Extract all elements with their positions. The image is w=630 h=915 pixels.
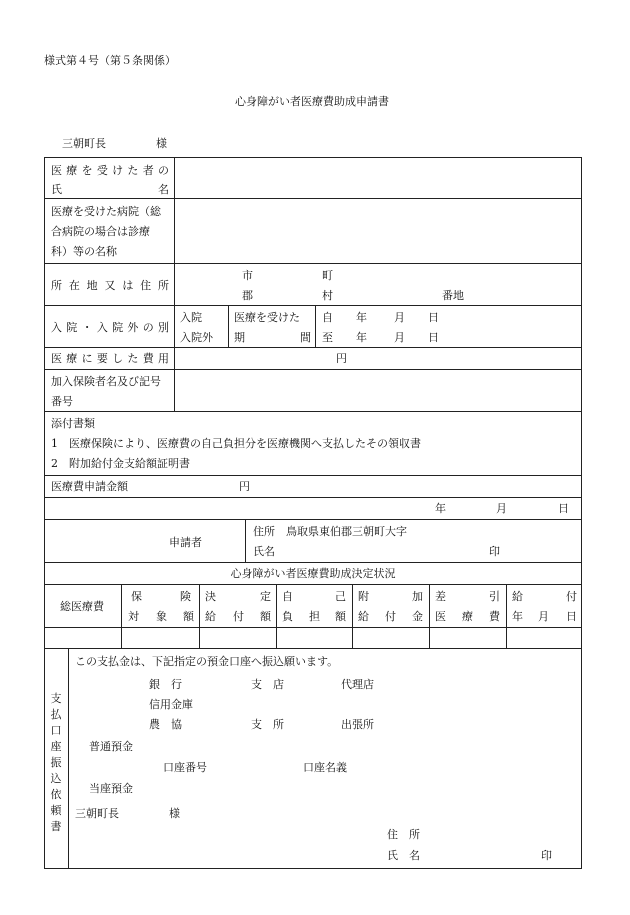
label-medical-cost: 医 療 に 要 し た 費 用: [44, 347, 175, 370]
addressee-name: 三朝町長: [62, 137, 106, 150]
label-hospital: 医療を受けた病院（総 合病院の場合は診療 科）等の名称: [44, 198, 175, 264]
header-total-medical-cost: 総医療費: [44, 584, 122, 628]
field-hospital[interactable]: [174, 198, 582, 264]
label-applicant: 申請者: [44, 519, 246, 563]
addressee-sama: 様: [156, 137, 167, 150]
value-insurance-base[interactable]: [121, 627, 200, 649]
header-additional-benefit: 附 加 給 付 金: [352, 584, 430, 628]
field-treatment-period[interactable]: 自 年 月 日 至 年 月 日: [315, 305, 582, 348]
label-inpatient: 入 院 ・ 入 院 外 の 別: [44, 305, 175, 348]
inpatient-type[interactable]: 入院 入院外: [174, 305, 229, 348]
field-medical-cost[interactable]: 円: [174, 347, 582, 370]
attachments: 添付書類 1 医療保険により、医療費の自己負担分を医療機関へ支払したその領収書 2 附加給付金支給額証明書: [44, 411, 582, 476]
header-decided-benefit: 決 定 給 付 額: [199, 584, 277, 628]
form-number: 様式第４号（第５条関係）: [44, 54, 176, 67]
payment-side-label: 支払口座振込依頼書: [44, 648, 69, 869]
field-patient-name[interactable]: [174, 157, 582, 199]
header-self-pay: 自 己 負 担 額: [276, 584, 353, 628]
label-treatment-period: 医療を受けた 期 間: [228, 305, 316, 348]
value-net-medical-cost[interactable]: [429, 627, 507, 649]
header-insurance-base: 保 険 対 象 額: [121, 584, 200, 628]
value-total-medical-cost[interactable]: [44, 627, 122, 649]
application-date[interactable]: 年 月 日: [44, 497, 582, 520]
label-address: 所 在 地 又 は 住 所: [44, 263, 175, 306]
claim-amount[interactable]: 医療費申請金額 円: [44, 475, 582, 498]
value-decided-benefit[interactable]: [199, 627, 277, 649]
header-net-medical-cost: 差 引 医 療 費: [429, 584, 507, 628]
applicant-details[interactable]: 住所 鳥取県東伯郡三朝町大字 氏名 印: [245, 519, 582, 563]
value-additional-benefit[interactable]: [352, 627, 430, 649]
field-address[interactable]: 市 郡 町 村 番地: [174, 263, 582, 306]
value-benefit-date[interactable]: [506, 627, 582, 649]
field-insurer[interactable]: [174, 369, 582, 412]
header-benefit-date: 給 付 年 月 日: [506, 584, 582, 628]
decision-title: 心身障がい者医療費助成決定状況: [44, 562, 582, 585]
payment-request[interactable]: この支払金は、下記指定の預金口座へ振込願います。 銀 行 支 店 代理店 信用金庫 農 協 支 所 出張所 普通預金 口座番号 口座名義 当座預金 三朝町長 様 住 所 氏 名 印: [68, 648, 582, 869]
label-insurer: 加入保険者名及び記号 番号: [44, 369, 175, 412]
label-patient-name: 医 療 を 受 け た 者 の 氏 名: [44, 157, 175, 199]
value-self-pay[interactable]: [276, 627, 353, 649]
form-title: 心身障がい者医療費助成申請書: [235, 95, 389, 108]
